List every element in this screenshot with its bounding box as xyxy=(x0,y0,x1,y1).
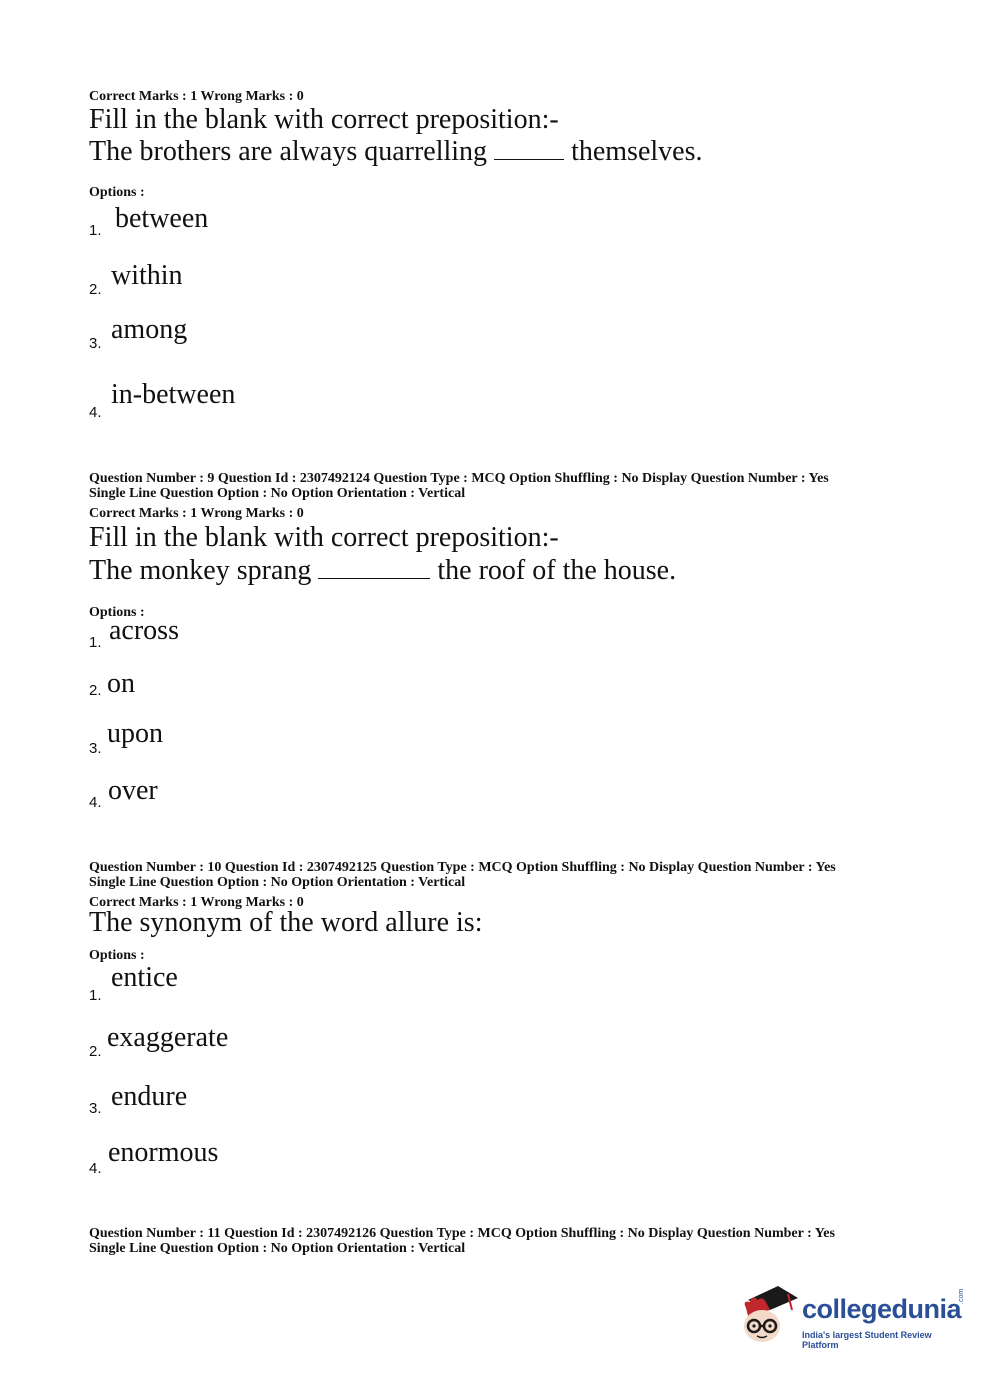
q10-option-3: endure xyxy=(111,1081,188,1112)
q9-question-line1: Fill in the blank with correct preposition:- xyxy=(89,522,559,553)
q9-meta-line2: Single Line Question Option : No Option Orientation : Vertical xyxy=(89,486,466,501)
q9-question-line2 xyxy=(89,555,676,587)
q11-meta-line2: Single Line Question Option : No Option Orientation : Vertical xyxy=(89,1241,466,1256)
q9-blank xyxy=(318,574,430,579)
q8-option-4-number: 4. xyxy=(89,404,102,421)
q8-option-1: between xyxy=(115,203,209,234)
logo-dotcom: .com xyxy=(958,1288,965,1304)
q8-option-3: among xyxy=(111,314,188,345)
q8-question-line2 xyxy=(89,136,702,168)
q10-options-label: Options : xyxy=(89,948,145,963)
q11-meta-line1: Question Number : 11 Question Id : 2307492126 Question Type : MCQ Option Shuffling : No Display Question Number : Yes xyxy=(89,1226,835,1241)
q10-option-2: exaggerate xyxy=(107,1022,229,1053)
q10-option-3-number: 3. xyxy=(89,1100,102,1117)
q8-options-label: Options : xyxy=(89,185,145,200)
q10-option-2-number: 2. xyxy=(89,1043,102,1060)
q8-option-4: in-between xyxy=(111,379,236,410)
q9-marks: Correct Marks : 1 Wrong Marks : 0 xyxy=(89,506,304,521)
q8-question-before-blank: The brothers are always quarrelling xyxy=(89,136,488,167)
logo-wordmark: collegedunia xyxy=(802,1294,962,1324)
q8-question-after-blank: themselves. xyxy=(571,136,703,167)
q9-option-3-number: 3. xyxy=(89,740,102,757)
q9-options-label: Options : xyxy=(89,605,145,620)
student-mascot-icon xyxy=(740,1282,800,1348)
q9-question-after-blank: the roof of the house. xyxy=(437,555,677,586)
q9-option-2: on xyxy=(107,668,135,699)
q10-meta-line2: Single Line Question Option : No Option Orientation : Vertical xyxy=(89,875,466,890)
logo-tagline: India's largest Student Review Platform xyxy=(802,1330,932,1350)
q10-option-1-number: 1. xyxy=(89,987,102,1004)
q9-option-1-number: 1. xyxy=(89,634,102,651)
q8-marks: Correct Marks : 1 Wrong Marks : 0 xyxy=(89,89,304,104)
q8-question-line1: Fill in the blank with correct preposition:- xyxy=(89,104,559,135)
q10-option-4-number: 4. xyxy=(89,1160,102,1177)
q9-option-3: upon xyxy=(107,718,163,749)
q9-option-4-number: 4. xyxy=(89,794,102,811)
q10-meta-line1: Question Number : 10 Question Id : 2307492125 Question Type : MCQ Option Shuffling : No Display Question Number : Yes xyxy=(89,860,836,875)
q9-meta-line1: Question Number : 9 Question Id : 2307492124 Question Type : MCQ Option Shuffling : No Display Question Number : Yes xyxy=(89,471,829,486)
q9-option-4: over xyxy=(108,775,158,806)
collegedunia-logo xyxy=(740,1282,970,1352)
q8-option-1-number: 1. xyxy=(89,222,102,239)
q10-question: The synonym of the word allure is: xyxy=(89,907,483,938)
q9-question-before-blank: The monkey sprang xyxy=(89,555,312,586)
q8-option-2-number: 2. xyxy=(89,281,102,298)
q10-marks: Correct Marks : 1 Wrong Marks : 0 xyxy=(89,895,304,910)
q10-option-4: enormous xyxy=(108,1137,219,1168)
q8-option-2: within xyxy=(111,260,183,291)
q9-option-2-number: 2. xyxy=(89,682,102,699)
q8-blank xyxy=(494,155,564,160)
q9-option-1: across xyxy=(109,615,179,646)
q8-option-3-number: 3. xyxy=(89,335,102,352)
q10-option-1: entice xyxy=(111,962,178,993)
